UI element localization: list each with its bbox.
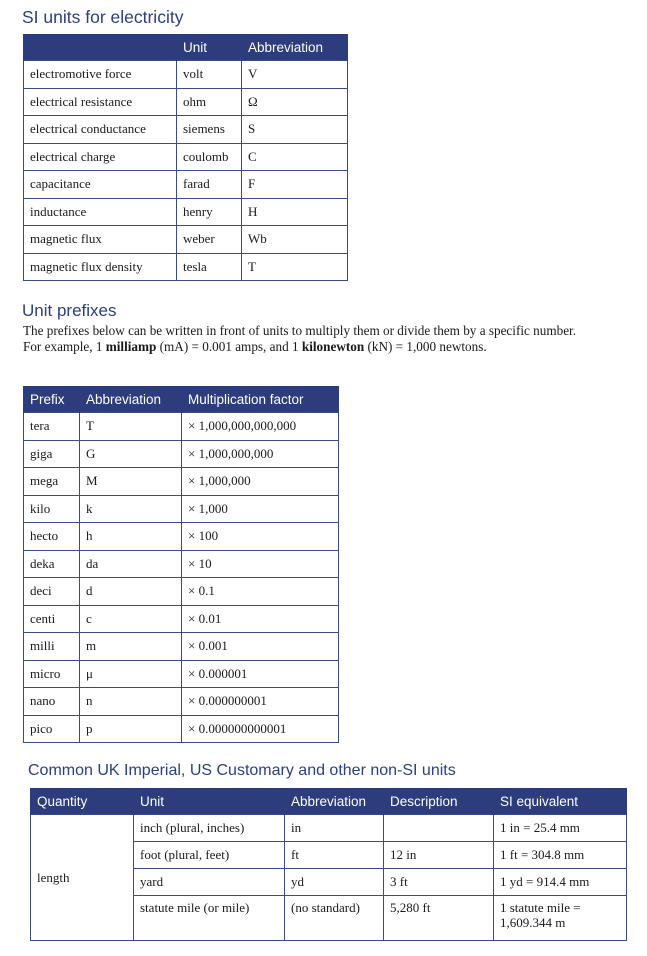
electricity-header-abbreviation: Abbreviation xyxy=(242,34,348,61)
unit-cell: farad xyxy=(177,171,242,199)
prefix-cell: nano xyxy=(24,688,80,716)
prefixes-header-prefix: Prefix xyxy=(24,386,80,413)
abbreviation-cell: d xyxy=(80,578,182,606)
prefix-cell: giga xyxy=(24,440,80,468)
table-row xyxy=(24,413,339,441)
abbreviation-cell: T xyxy=(242,253,348,281)
factor-cell: × 100 xyxy=(182,523,339,551)
prefixes-section-title: Unit prefixes xyxy=(22,301,117,320)
factor-cell: × 0.01 xyxy=(182,605,339,633)
abbreviation-cell: p xyxy=(80,715,182,743)
prefix-cell: mega xyxy=(24,468,80,496)
table-row xyxy=(31,815,627,842)
table-row xyxy=(24,226,348,254)
table-row xyxy=(24,660,339,688)
abbreviation-cell: yd xyxy=(285,869,384,896)
prefix-cell: deka xyxy=(24,550,80,578)
intro-term-milliamp: milliamp xyxy=(105,339,157,354)
abbreviation-cell: C xyxy=(242,143,348,171)
intro-term-kilonewton: kilonewton xyxy=(301,339,365,354)
unit-cell: yard xyxy=(134,869,285,896)
abbreviation-cell: h xyxy=(80,523,182,551)
quantity-cell: magnetic flux density xyxy=(24,253,177,281)
table-row xyxy=(24,468,339,496)
table-row xyxy=(24,688,339,716)
description-cell: 12 in xyxy=(384,842,494,869)
prefix-cell: pico xyxy=(24,715,80,743)
prefix-cell: milli xyxy=(24,633,80,661)
abbreviation-cell: k xyxy=(80,495,182,523)
factor-cell: × 10 xyxy=(182,550,339,578)
abbreviation-cell: ft xyxy=(285,842,384,869)
si-equivalent-cell: 1 yd = 914.4 mm xyxy=(494,869,627,896)
table-row xyxy=(24,253,348,281)
unit-cell: foot (plural, feet) xyxy=(134,842,285,869)
prefixes-table-body xyxy=(24,413,339,743)
intro-text-1: The prefixes below can be written in front of units to multiply them or divide them by a specific number. For example, 1 xyxy=(23,323,577,354)
prefix-cell: micro xyxy=(24,660,80,688)
table-row xyxy=(24,633,339,661)
factor-cell: × 0.000000000001 xyxy=(182,715,339,743)
table-row xyxy=(24,198,348,226)
abbreviation-cell: V xyxy=(242,61,348,89)
abbreviation-cell: M xyxy=(80,468,182,496)
abbreviation-cell: T xyxy=(80,413,182,441)
prefix-cell: deci xyxy=(24,578,80,606)
table-row xyxy=(24,171,348,199)
abbreviation-cell: μ xyxy=(80,660,182,688)
quantity-cell: magnetic flux xyxy=(24,226,177,254)
prefix-cell: tera xyxy=(24,413,80,441)
description-cell xyxy=(384,815,494,842)
imperial-header-quantity: Quantity xyxy=(31,788,134,815)
prefixes-header-factor: Multiplication factor xyxy=(182,386,339,413)
prefix-cell: centi xyxy=(24,605,80,633)
quantity-cell: electrical charge xyxy=(24,143,177,171)
prefix-cell: hecto xyxy=(24,523,80,551)
abbreviation-cell: H xyxy=(242,198,348,226)
unit-cell: volt xyxy=(177,61,242,89)
abbreviation-cell: S xyxy=(242,116,348,144)
electricity-table xyxy=(23,34,348,281)
imperial-table-body xyxy=(31,815,627,941)
table-row xyxy=(24,61,348,89)
unit-cell: tesla xyxy=(177,253,242,281)
factor-cell: × 0.1 xyxy=(182,578,339,606)
description-cell: 5,280 ft xyxy=(384,896,494,941)
abbreviation-cell: m xyxy=(80,633,182,661)
imperial-header-abbreviation: Abbreviation xyxy=(285,788,384,815)
prefixes-table xyxy=(23,386,339,743)
abbreviation-cell: Ω xyxy=(242,88,348,116)
prefix-cell: kilo xyxy=(24,495,80,523)
electricity-header-quantity xyxy=(24,34,177,61)
factor-cell: × 0.000000001 xyxy=(182,688,339,716)
unit-cell: siemens xyxy=(177,116,242,144)
abbreviation-cell: F xyxy=(242,171,348,199)
quantity-cell: capacitance xyxy=(24,171,177,199)
table-row xyxy=(24,88,348,116)
unit-cell: statute mile (or mile) xyxy=(134,896,285,941)
factor-cell: × 1,000,000,000,000 xyxy=(182,413,339,441)
table-row xyxy=(24,495,339,523)
imperial-header-si-equivalent: SI equivalent xyxy=(494,788,627,815)
quantity-cell: electrical resistance xyxy=(24,88,177,116)
abbreviation-cell: c xyxy=(80,605,182,633)
quantity-cell: inductance xyxy=(24,198,177,226)
prefixes-intro xyxy=(23,323,595,355)
quantity-cell: electrical conductance xyxy=(24,116,177,144)
description-cell: 3 ft xyxy=(384,869,494,896)
factor-cell: × 0.000001 xyxy=(182,660,339,688)
unit-cell: coulomb xyxy=(177,143,242,171)
table-row xyxy=(24,550,339,578)
imperial-header-description: Description xyxy=(384,788,494,815)
electricity-section-title: SI units for electricity xyxy=(22,7,184,27)
table-row xyxy=(24,523,339,551)
unit-cell: weber xyxy=(177,226,242,254)
abbreviation-cell: in xyxy=(285,815,384,842)
unit-cell: inch (plural, inches) xyxy=(134,815,285,842)
electricity-header-unit: Unit xyxy=(177,34,242,61)
prefixes-header-abbreviation: Abbreviation xyxy=(80,386,182,413)
electricity-table-body xyxy=(24,61,348,281)
table-row xyxy=(24,715,339,743)
imperial-table xyxy=(30,788,627,941)
table-row xyxy=(24,116,348,144)
imperial-header-unit: Unit xyxy=(134,788,285,815)
intro-text-2: (mA) = 0.001 amps, and 1 xyxy=(156,339,302,354)
factor-cell: × 1,000,000,000 xyxy=(182,440,339,468)
abbreviation-cell: Wb xyxy=(242,226,348,254)
factor-cell: × 0.001 xyxy=(182,633,339,661)
imperial-section-title: Common UK Imperial, US Customary and other non-SI units xyxy=(28,762,456,779)
quantity-cell: electromotive force xyxy=(24,61,177,89)
table-row xyxy=(24,440,339,468)
si-equivalent-cell: 1 ft = 304.8 mm xyxy=(494,842,627,869)
intro-text-3: (kN) = 1,000 newtons. xyxy=(364,339,487,354)
factor-cell: × 1,000,000 xyxy=(182,468,339,496)
table-row xyxy=(24,578,339,606)
abbreviation-cell: G xyxy=(80,440,182,468)
factor-cell: × 1,000 xyxy=(182,495,339,523)
table-row xyxy=(24,143,348,171)
abbreviation-cell: (no standard) xyxy=(285,896,384,941)
si-equivalent-cell: 1 in = 25.4 mm xyxy=(494,815,627,842)
unit-cell: ohm xyxy=(177,88,242,116)
si-equivalent-cell: 1 statute mile = 1,609.344 m xyxy=(494,896,627,941)
abbreviation-cell: n xyxy=(80,688,182,716)
table-row xyxy=(24,605,339,633)
quantity-cell: length xyxy=(31,815,134,941)
unit-cell: henry xyxy=(177,198,242,226)
abbreviation-cell: da xyxy=(80,550,182,578)
